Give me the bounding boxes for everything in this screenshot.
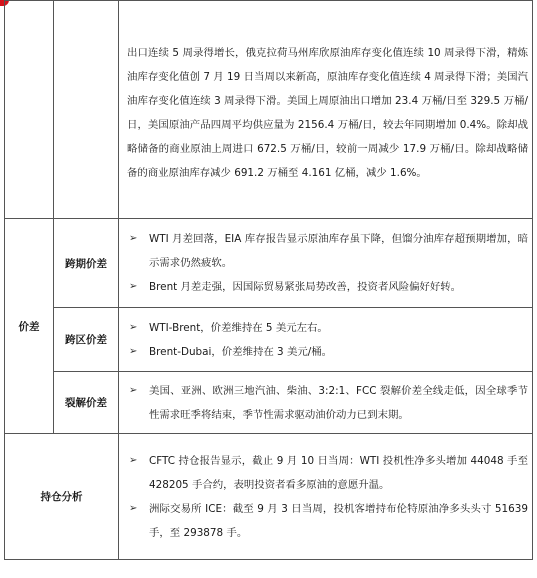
regional-spread-row [5,308,533,372]
arrow-bullet-icon: ➢ [129,345,138,357]
calendar-spread-cell [119,219,533,308]
crack-spread-cell [119,372,533,434]
spread-category-label: 价差 [5,219,54,434]
intro-paragraph: 出口连续 5 周录得增长，俄克拉荷马州库欣原油库存变化值连续 10 周录得下滑，精炼油库存变化值创 7 月 19 日当周以来新高，原油库存变化值连续 4 周录得下滑；美国汽油库存变化值连续 3 周录得下滑。美国上周原油出口增加 23.4 万桶/日至 329.5 万桶/日，美国原油产品四周平均供应量为 2156.4 万桶/日，较去年同期增加 0.4%。除却战略储备的商业原油上周进口 672.5 万桶/日，较前一周减少 17.9 万桶/日。除却战略储备的商业原油库存减少 691.2 万桶至 4.161 亿桶，减少 1.6%。 [127,46,528,179]
positions-cell [119,434,533,560]
bullet-item [127,275,528,299]
bullet-text: Brent-Dubai，价差维持在 3 美元/桶。 [149,345,333,358]
bullet-item [127,449,528,497]
positions-row [5,434,533,560]
bullet-item [127,316,528,340]
intro-cell [119,1,533,219]
empty-category-cell [5,1,54,219]
regional-spread-label: 跨区价差 [54,308,119,372]
bullet-text: WTI 月差回落，EIA 库存报告显示原油库存虽下降，但馏分油库存超预期增加，暗示需求仍然疲软。 [149,233,528,269]
arrow-bullet-icon: ➢ [129,281,138,292]
bullet-text: Brent 月差走强，因国际贸易紧张局势改善，投资者风险偏好好转。 [149,281,462,293]
bullet-item [127,340,528,364]
bullet-item [127,497,528,545]
arrow-bullet-icon: ➢ [129,454,138,466]
crack-spread-row [5,372,533,434]
bullet-text: CFTC 持仓报告显示，截止 9 月 10 日当周：WTI 投机性净多头增加 44048 手至 428205 手合约，表明投资者看多原油的意愿升温。 [149,454,528,491]
crack-spread-label: 裂解价差 [54,372,119,434]
bullet-item [127,379,528,427]
bullet-text: 洲际交易所 ICE：截至 9 月 3 日当周，投机客增持布伦特原油净多头头寸 51639 手，至 293878 手。 [149,502,528,539]
regional-spread-cell [119,308,533,372]
calendar-spread-label: 跨期价差 [54,219,119,308]
positions-category-label: 持仓分析 [5,434,119,560]
empty-subcategory-cell [54,1,119,219]
bullet-text: WTI-Brent，价差维持在 5 美元左右。 [149,321,328,334]
calendar-spread-row [5,219,533,308]
arrow-bullet-icon: ➢ [129,321,138,333]
arrow-bullet-icon: ➢ [129,502,138,514]
analysis-table [4,0,533,560]
arrow-bullet-icon: ➢ [129,233,138,244]
bullet-text: 美国、亚洲、欧洲三地汽油、柴油、3:2:1、FCC 裂解价差全线走低，因全球季节性需求旺季将结束，季节性需求驱动油价动力已到末期。 [149,384,528,421]
bullet-item [127,227,528,275]
intro-row [5,1,533,219]
arrow-bullet-icon: ➢ [129,384,138,396]
